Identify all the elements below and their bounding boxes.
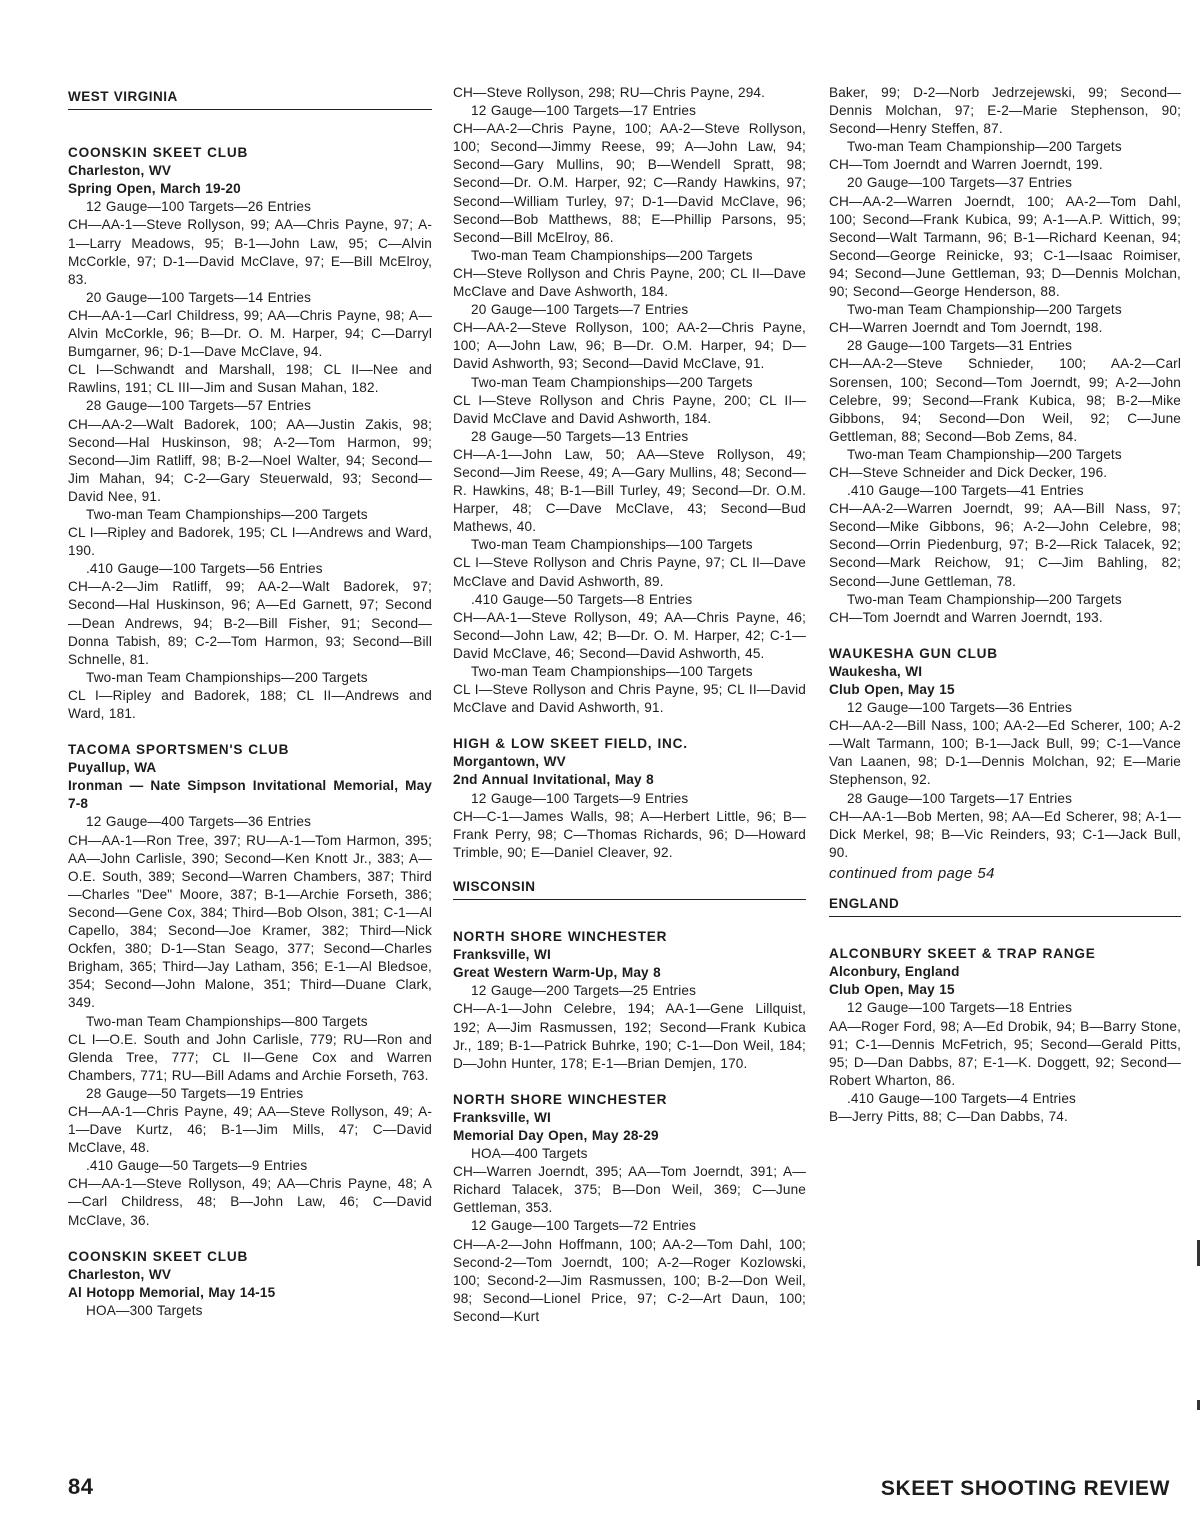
spacer	[453, 862, 806, 874]
club-header	[68, 144, 432, 198]
results-block	[68, 1013, 432, 1031]
event-title: Ironman — Nate Simpson Invitational Memorial, May 7-8	[68, 778, 432, 812]
event-heading: .410 Gauge—100 Targets—41 Entries	[847, 483, 1084, 499]
results-block	[829, 999, 1181, 1017]
results-block	[453, 392, 806, 428]
club-name: NORTH SHORE WINCHESTER	[453, 1091, 668, 1107]
results-block	[68, 1175, 432, 1229]
event-heading: 28 Gauge—100 Targets—17 Entries	[847, 790, 1073, 806]
event-heading: 12 Gauge—100 Targets—18 Entries	[847, 1000, 1073, 1016]
results-text: CH—AA-1—Carl Childress, 99; AA—Chris Payne, 98; A—Alvin McCorkle, 96; B—Dr. O. M. Harper, 94; C—Darryl Bumgarner, 96; D-1—Dave McClave, 94.	[68, 307, 432, 360]
spacer	[453, 916, 806, 928]
event-title: Club Open, May 15	[829, 682, 955, 697]
results-block	[829, 699, 1181, 717]
event-heading: 28 Gauge—100 Targets—57 Entries	[86, 398, 312, 414]
event-heading: 12 Gauge—100 Targets—36 Entries	[847, 700, 1073, 716]
results-text: CH—Tom Joerndt and Warren Joerndt, 193.	[829, 609, 1103, 625]
results-block	[68, 289, 432, 307]
spacer	[453, 717, 806, 735]
event-heading: 12 Gauge—400 Targets—36 Entries	[86, 814, 312, 830]
spacer	[829, 933, 1181, 945]
results-text: CH—AA-1—Bob Merten, 98; AA—Ed Scherer, 98; A-1—Dick Merkel, 98; B—Vic Reinders, 93; C-1—Jack Bull, 90.	[829, 808, 1181, 860]
results-block	[68, 397, 432, 415]
event-heading: Two-man Team Championship—200 Targets	[847, 591, 1122, 607]
results-block	[829, 138, 1181, 156]
results-text: Baker, 99; D-2—Norb Jedrzejewski, 99; Second—Dennis Molchan, 97; E-2—Marie Stephenson, 90; Second—Henry Steffen, 87.	[829, 85, 1181, 137]
results-block	[829, 301, 1181, 319]
results-block	[453, 790, 806, 808]
club-header	[68, 1248, 432, 1302]
results-block	[829, 591, 1181, 609]
event-heading: 28 Gauge—50 Targets—19 Entries	[86, 1085, 304, 1101]
club-header	[453, 735, 806, 789]
results-block	[829, 808, 1181, 862]
results-block	[829, 1090, 1181, 1108]
results-block	[453, 808, 806, 862]
club-header	[453, 928, 806, 982]
club-location: Puyallup, WA	[68, 760, 157, 776]
results-block	[453, 446, 806, 536]
results-block	[829, 717, 1181, 789]
results-text: CH—AA-2—Steve Schnieder, 100; AA-2—Carl Sorensen, 100; Second—Tom Joerndt, 99; A-2—John Celebre, 99; Second—Frank Kubica, 98; B-2—Mike Gibbons, 94; Second—Don Weil, 92; C—June Gettleman, 88; Second—Bob Zems, 84.	[829, 356, 1181, 444]
event-heading: Two-man Team Championship—200 Targets	[847, 446, 1122, 462]
event-heading: Two-man Team Championships—100 Targets	[471, 537, 753, 553]
event-heading: .410 Gauge—50 Targets—8 Entries	[471, 591, 693, 607]
results-text: CL I—Schwandt and Marshall, 198; CL II—Nee and Rawlins, 191; CL III—Jim and Susan Mahan, 182.	[68, 362, 432, 396]
results-block	[68, 1302, 432, 1320]
event-heading: 12 Gauge—100 Targets—26 Entries	[86, 199, 312, 215]
results-text: CH—Warren Joerndt and Tom Joerndt, 198.	[829, 320, 1103, 336]
results-text: CH—AA-2—Warren Joerndt, 99; AA—Bill Nass, 97; Second—Mike Gibbons, 96; A-2—John Celebre, 98; Second—Orrin Piedenburg, 97; B-2—Rick Talacek, 92; Second—Mark Reichow, 91; C—Jim Bahling, 82; Second—June Gettleman, 78.	[829, 501, 1181, 589]
results-text: AA—Roger Ford, 98; A—Ed Drobik, 94; B—Barry Stone, 91; C-1—Dennis McFetrich, 95; Second—Gerald Pitts, 95; D—Dan Dabbs, 87; E-1—K. Doggett, 92; Second—Robert Wharton, 86.	[829, 1018, 1181, 1088]
results-block	[829, 355, 1181, 445]
results-text: B—Jerry Pitts, 88; C—Dan Dabbs, 74.	[829, 1108, 1068, 1124]
results-block	[68, 1031, 432, 1085]
results-text: CH—C-1—James Walls, 98; A—Herbert Little, 96; B—Frank Perry, 98; C—Thomas Richards, 96; D—Howard Trimble, 90; E—Daniel Cleaver, 92.	[453, 808, 806, 860]
results-block	[453, 1163, 806, 1217]
results-block	[829, 337, 1181, 355]
results-text: CH—AA-1—Steve Rollyson, 99; AA—Chris Payne, 97; A-1—Larry Meadows, 95; B-1—John Law, 95; C—Alvin McCorkle, 97; D-1—David McClave, 97; E—Bill McElroy, 83.	[68, 217, 432, 287]
event-heading: Two-man Team Championship—200 Targets	[847, 302, 1122, 318]
results-block	[829, 193, 1181, 302]
results-block	[829, 174, 1181, 192]
results-text: CH—AA-2—Steve Rollyson, 100; AA-2—Chris Payne, 100; A—John Law, 96; B—Dr. O.M. Harper, 94; D—David Ashworth, 93; Second—David McClave, 91.	[453, 320, 806, 372]
results-text: CH—AA-1—Chris Payne, 49; AA—Steve Rollyson, 49; A-1—Dave Kurtz, 46; B-1—Jim Mills, 47; C—David McClave, 48.	[68, 1103, 432, 1156]
results-block	[829, 464, 1181, 482]
event-heading: Two-man Team Championship—200 Targets	[847, 139, 1122, 155]
club-header	[829, 945, 1181, 999]
results-text: CL I—O.E. South and John Carlisle, 779; RU—Ron and Glenda Tree, 777; CL II—Gene Cox and Warren Chambers, 771; RU—Bill Adams and Archie Forseth, 763.	[68, 1031, 432, 1083]
results-block	[453, 120, 806, 247]
results-block	[829, 319, 1181, 337]
event-heading: 20 Gauge—100 Targets—7 Entries	[471, 302, 689, 318]
column-right	[829, 84, 1181, 1126]
results-block	[829, 156, 1181, 174]
results-block	[453, 102, 806, 120]
club-name: HIGH & LOW SKEET FIELD, INC.	[453, 736, 688, 752]
results-block	[829, 84, 1181, 138]
club-location: Morgantown, WV	[453, 754, 566, 770]
results-block	[68, 216, 432, 288]
results-text: CH—AA-2—Warren Joerndt, 100; AA-2—Tom Dahl, 100; Second—Frank Kubica, 99; A-1—A.P. Wittich, 99; Second—Walt Tarmann, 96; B-1—Richard Keenan, 94; Second—George Reinicke, 93; C-1—Isaac Roimiser, 94; Second—June Gettleman, 93; D—Dennis Molchan, 90; Second—George Henderson, 88.	[829, 193, 1181, 300]
spacer	[68, 723, 432, 741]
results-block	[68, 524, 432, 560]
results-block	[453, 1217, 806, 1235]
column-left	[68, 84, 432, 1320]
results-text: CL I—Ripley and Badorek, 188; CL II—Andrews and Ward, 181.	[68, 687, 432, 721]
results-text: CH—Tom Joerndt and Warren Joerndt, 199.	[829, 157, 1103, 173]
results-block	[68, 506, 432, 524]
section-heading: ENGLAND	[829, 891, 1181, 917]
results-block	[68, 307, 432, 361]
event-title: Al Hotopp Memorial, May 14-15	[68, 1284, 276, 1300]
results-text: CL I—Ripley and Badorek, 195; CL I—Andrews and Ward, 190.	[68, 525, 432, 559]
results-block	[453, 681, 806, 717]
results-text: CL I—Steve Rollyson and Chris Payne, 95; CL II—David McClave and David Ashworth, 91.	[453, 682, 806, 716]
results-text: CH—AA-2—Walt Badorek, 100; AA—Justin Zakis, 98; Second—Hal Huskinson, 98; A-2—Tom Harmon, 99; Second—Jim Ratliff, 98; B-2—Noel Walter, 94; Second—Jim Mahan, 94; C-2—Gary Steuerwald, 93; Second—David Nee, 91.	[68, 416, 432, 504]
results-block	[68, 813, 432, 831]
event-heading: 12 Gauge—100 Targets—17 Entries	[471, 103, 697, 119]
publication-title: SKEET SHOOTING REVIEW	[880, 1477, 1170, 1500]
spacer	[453, 1073, 806, 1091]
results-block	[829, 609, 1181, 627]
event-heading: Two-man Team Championships—200 Targets	[86, 669, 368, 685]
event-heading: 12 Gauge—100 Targets—72 Entries	[471, 1218, 697, 1234]
club-name: TACOMA SPORTSMEN'S CLUB	[68, 742, 290, 758]
event-title: Spring Open, March 19-20	[68, 181, 241, 197]
results-block	[829, 446, 1181, 464]
results-text: CH—Steve Rollyson, 298; RU—Chris Payne, 294.	[453, 85, 766, 100]
club-name: WAUKESHA GUN CLUB	[829, 645, 998, 661]
event-heading: .410 Gauge—100 Targets—4 Entries	[847, 1090, 1076, 1106]
club-name: COONSKIN SKEET CLUB	[68, 1248, 249, 1264]
results-block	[453, 319, 806, 373]
club-name: COONSKIN SKEET CLUB	[68, 145, 249, 161]
event-heading: Two-man Team Championships—200 Targets	[471, 374, 753, 390]
event-heading: Two-man Team Championships—200 Targets	[86, 506, 368, 522]
results-block	[453, 1145, 806, 1163]
spacer	[68, 1230, 432, 1248]
event-heading: Two-man Team Championships—200 Targets	[471, 247, 753, 263]
results-block	[68, 1103, 432, 1157]
results-text: CH—Steve Rollyson and Chris Payne, 200; CL II—Dave McClave and Dave Ashworth, 184.	[453, 265, 806, 300]
results-block	[453, 1000, 806, 1072]
results-block	[453, 536, 806, 554]
results-block	[68, 832, 432, 1013]
club-location: Charleston, WV	[68, 1266, 172, 1282]
results-text: CH—A-2—Jim Ratliff, 99; AA-2—Walt Badorek, 97; Second—Hal Huskinson, 96; A—Ed Garnett, 97; Second—Dean Andrews, 94; B-2—Bill Fisher, 91; Second—Donna Tabish, 89; C-2—Tom Harmon, 93; Second—Bill Schnelle, 81.	[68, 579, 432, 667]
results-block	[829, 790, 1181, 808]
event-heading: HOA—300 Targets	[86, 1302, 203, 1318]
club-name: NORTH SHORE WINCHESTER	[453, 929, 668, 945]
spacer	[68, 126, 432, 144]
club-location: Alconbury, England	[829, 964, 960, 980]
results-text: CH—Warren Joerndt, 395; AA—Tom Joerndt, 391; A—Richard Talacek, 375; B—Don Weil, 369; C—June Gettleman, 353.	[453, 1164, 806, 1216]
results-block	[453, 84, 806, 102]
results-block	[453, 1236, 806, 1326]
event-heading: 12 Gauge—200 Targets—25 Entries	[471, 983, 697, 999]
results-block	[453, 428, 806, 446]
event-heading: 12 Gauge—100 Targets—9 Entries	[471, 790, 689, 806]
results-text: CH—Steve Schneider and Dick Decker, 196.	[829, 464, 1108, 480]
results-block	[453, 374, 806, 392]
club-header	[453, 1091, 806, 1145]
event-heading: 20 Gauge—100 Targets—14 Entries	[86, 289, 312, 305]
results-block	[453, 663, 806, 681]
results-block	[453, 247, 806, 265]
continued-note: continued from page 54	[829, 864, 995, 882]
spacer	[829, 627, 1181, 645]
results-block	[829, 500, 1181, 590]
event-title: Memorial Day Open, May 28-29	[453, 1127, 659, 1143]
results-text: CH—A-1—John Celebre, 194; AA-1—Gene Lillquist, 192; A—Jim Rasmussen, 192; Second—Frank Kubica Jr., 189; B-1—Patrick Buhrke, 190; C-1—Don Weil, 184; D—John Hunter, 178; E-1—Brian Demjen, 170.	[453, 1001, 806, 1071]
club-location: Franksville, WI	[453, 1109, 551, 1125]
results-text: CH—AA-2—Chris Payne, 100; AA-2—Steve Rollyson, 100; Second—Jimmy Reese, 99; A—John Law, 94; Second—Gary Mullins, 90; B—Wendell Spratt, 98; Second—Dr. O.M. Harper, 92; C—Randy Hawkins, 97; Second—William Turley, 97; D-1—David McClave, 96; Second—Bob Matthews, 88; E—Phillip Parsons, 95; Second—Bill McElroy, 86.	[453, 121, 806, 245]
results-block	[68, 198, 432, 216]
results-block	[453, 265, 806, 301]
section-heading: WISCONSIN	[453, 874, 806, 900]
event-heading: HOA—400 Targets	[471, 1146, 588, 1162]
results-block	[68, 416, 432, 506]
results-text: CH—A-2—John Hoffmann, 100; AA-2—Tom Dahl, 100; Second-2—Tom Joerndt, 100; A-2—Roger Kozlowski, 100; Second-2—Jim Rasmussen, 100; B-2—Don Weil, 98; Second—Lionel Price, 97; C-2—Art Daun, 100; Second—Kurt	[453, 1236, 806, 1324]
results-block	[68, 361, 432, 397]
event-title: Club Open, May 15	[829, 982, 955, 998]
results-block	[453, 554, 806, 590]
results-block	[68, 687, 432, 723]
event-heading: 28 Gauge—50 Targets—13 Entries	[471, 428, 689, 444]
results-block	[829, 1108, 1181, 1126]
club-location: Waukesha, WI	[829, 663, 923, 679]
page-number: 84	[68, 1474, 94, 1499]
results-text: CH—AA-1—Steve Rollyson, 49; AA—Chris Payne, 46; Second—John Law, 42; B—Dr. O. M. Harper, 42; C-1—David McClave, 46; Second—David Ashworth, 45.	[453, 609, 806, 661]
section-heading: WEST VIRGINIA	[68, 84, 432, 110]
results-block	[68, 560, 432, 578]
results-block	[453, 301, 806, 319]
club-location: Franksville, WI	[453, 947, 551, 963]
club-location: Charleston, WV	[68, 163, 172, 179]
results-text: CH—A-1—John Law, 50; AA—Steve Rollyson, 49; Second—Jim Reese, 49; A—Gary Mullins, 48; Second—R. Hawkins, 48; B-1—Bill Turley, 49; Second—Dr. O.M. Harper, 48; C—Dave McClave, 43; Second—Bud Mathews, 40.	[453, 446, 806, 535]
event-title: Great Western Warm-Up, May 8	[453, 965, 661, 981]
results-block	[68, 1157, 432, 1175]
results-block	[453, 982, 806, 1000]
results-block	[829, 1018, 1181, 1090]
results-text: CH—AA-2—Bill Nass, 100; AA-2—Ed Scherer, 100; A-2—Walt Tarmann, 100; B-1—Jack Bull, 99; C-1—Vance Van Laanen, 98; D-1—Dennis Molchan, 92; E—Marie Stephenson, 92.	[829, 718, 1181, 788]
club-header	[68, 741, 432, 813]
results-text: CH—AA-1—Steve Rollyson, 49; AA—Chris Payne, 48; A—Carl Childress, 48; B—John Law, 46; C—David McClave, 36.	[68, 1176, 432, 1228]
results-block	[829, 482, 1181, 500]
column-middle	[453, 84, 806, 1326]
results-block	[453, 609, 806, 663]
results-text: CH—AA-1—Ron Tree, 397; RU—A-1—Tom Harmon, 395; AA—John Carlisle, 390; Second—Ken Knott Jr., 383; A—O.E. South, 389; Second—Warren Chambers, 387; Third—Charles "Dee" Moore, 387; B-1—Archie Forseth, 386; Second—Gene Cox, 384; Third—Bob Olson, 381; C-1—Al Capello, 384; Second—Joe Kramer, 382; Third—Nick Ockfen, 380; D-1—Stan Seago, 377; Second—Charles Brigham, 365; Third—Jay Latham, 356; E-1—Al Bledsoe, 354; Second—John Malone, 351; Third—Duane Clark, 349.	[68, 832, 432, 1011]
event-heading: 20 Gauge—100 Targets—37 Entries	[847, 175, 1073, 191]
event-heading: Two-man Team Championships—800 Targets	[86, 1013, 368, 1029]
results-block	[453, 591, 806, 609]
event-title: 2nd Annual Invitational, May 8	[453, 772, 654, 788]
club-name: ALCONBURY SKEET & TRAP RANGE	[829, 946, 1096, 962]
club-header	[829, 645, 1181, 699]
event-heading: .410 Gauge—100 Targets—56 Entries	[86, 561, 323, 577]
event-heading: 28 Gauge—100 Targets—31 Entries	[847, 338, 1073, 354]
results-block	[68, 1085, 432, 1103]
event-heading: Two-man Team Championships—100 Targets	[471, 664, 753, 679]
results-text: CL I—Steve Rollyson and Chris Payne, 97; CL II—Dave McClave and David Ashworth, 89.	[453, 555, 806, 589]
event-heading: .410 Gauge—50 Targets—9 Entries	[86, 1158, 308, 1174]
results-block	[68, 669, 432, 687]
results-block	[68, 578, 432, 668]
results-text: CL I—Steve Rollyson and Chris Payne, 200; CL II—David McClave and David Ashworth, 184.	[453, 392, 806, 426]
